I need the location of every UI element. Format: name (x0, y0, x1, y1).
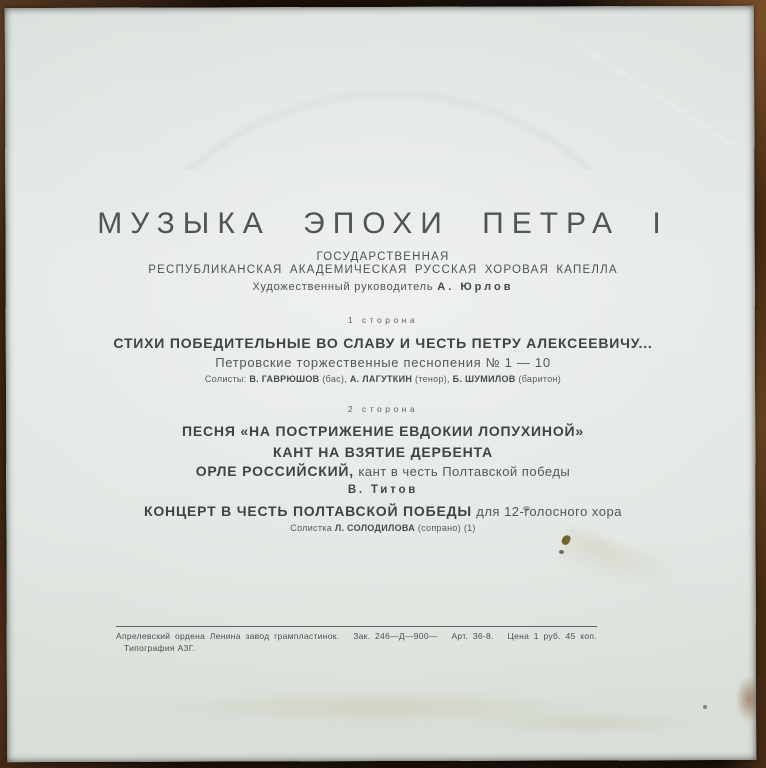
side2-track4-title: КОНЦЕРТ В ЧЕСТЬ ПОЛТАВСКОЙ ПОБЕДЫ (144, 503, 472, 519)
soloist-name: В. ГАВРЮШОВ (249, 374, 320, 384)
ensemble-name-line2: РЕСПУБЛИКАНСКАЯ АКАДЕМИЧЕСКАЯ РУССКАЯ ХОРОВАЯ КАПЕЛЛА (148, 264, 618, 276)
side2-track4-line (0, 503, 766, 519)
side1-track-subtitle: Петровские торжественные песнопения № 1 — 10 (215, 355, 551, 370)
side2-track1-title: ПЕСНЯ «НА ПОСТРИЖЕНИЕ ЕВДОКИИ ЛОПУХИНОЙ» (182, 423, 584, 439)
soloist-voice: (сопрано) (1) (417, 523, 476, 533)
album-title: МУЗЫКА ЭПОХИ ПЕТРА I (97, 207, 669, 240)
soloist-name: Л. СОЛОДИЛОВА (334, 523, 416, 533)
factory-imprint: Апрелевский ордена Ленина завод грампластинок. (116, 631, 340, 641)
imprint-divider (116, 626, 597, 627)
soloist-name: А. ЛАГУТКИН (349, 374, 413, 384)
artistic-director-line (0, 281, 766, 293)
artistic-director-name: А. Юрлов (437, 281, 514, 293)
soloist-voice: (тенор), (414, 374, 450, 384)
soloist-voice: (баритон) (518, 374, 562, 384)
soloists-label: Солисты: (204, 374, 247, 384)
artistic-director-label: Художественный руководитель (252, 281, 434, 293)
composer-name: В. Титов (347, 484, 419, 496)
side2-track2-title: КАНТ НА ВЗЯТИЕ ДЕРБЕНТА (273, 444, 493, 460)
soloist-name: Б. ШУМИЛОВ (452, 374, 516, 384)
soloist-label: Солистка (290, 523, 333, 533)
price-label: Цена 1 руб. 45 коп. (507, 631, 597, 641)
side2-track3-subtitle: кант в честь Полтавской победы (358, 464, 571, 479)
order-number: Зак. 246—Д—900— (353, 631, 438, 641)
side1-track-title: СТИХИ ПОБЕДИТЕЛЬНЫЕ ВО СЛАВУ И ЧЕСТЬ ПЕТРУ АЛЕКСЕЕВИЧУ... (113, 335, 653, 351)
soloist-voice: (бас), (322, 374, 348, 384)
ensemble-name-line1: ГОСУДАРСТВЕННАЯ (316, 251, 450, 263)
side2-track4-subtitle: для 12-голосного хора (476, 504, 622, 519)
side1-soloists-line (0, 374, 766, 384)
side2-track3-title: ОРЛЕ РОССИЙСКИЙ, (195, 463, 354, 479)
imprint-row (116, 631, 597, 641)
side2-soloist-line (0, 523, 766, 533)
side2-track3-line (0, 463, 766, 479)
side1-heading: 1 сторона (347, 315, 419, 325)
side2-heading: 2 сторона (347, 404, 419, 414)
article-number: Арт. 36-8. (451, 631, 494, 641)
printer-imprint: Типография АЗГ. (124, 643, 196, 653)
